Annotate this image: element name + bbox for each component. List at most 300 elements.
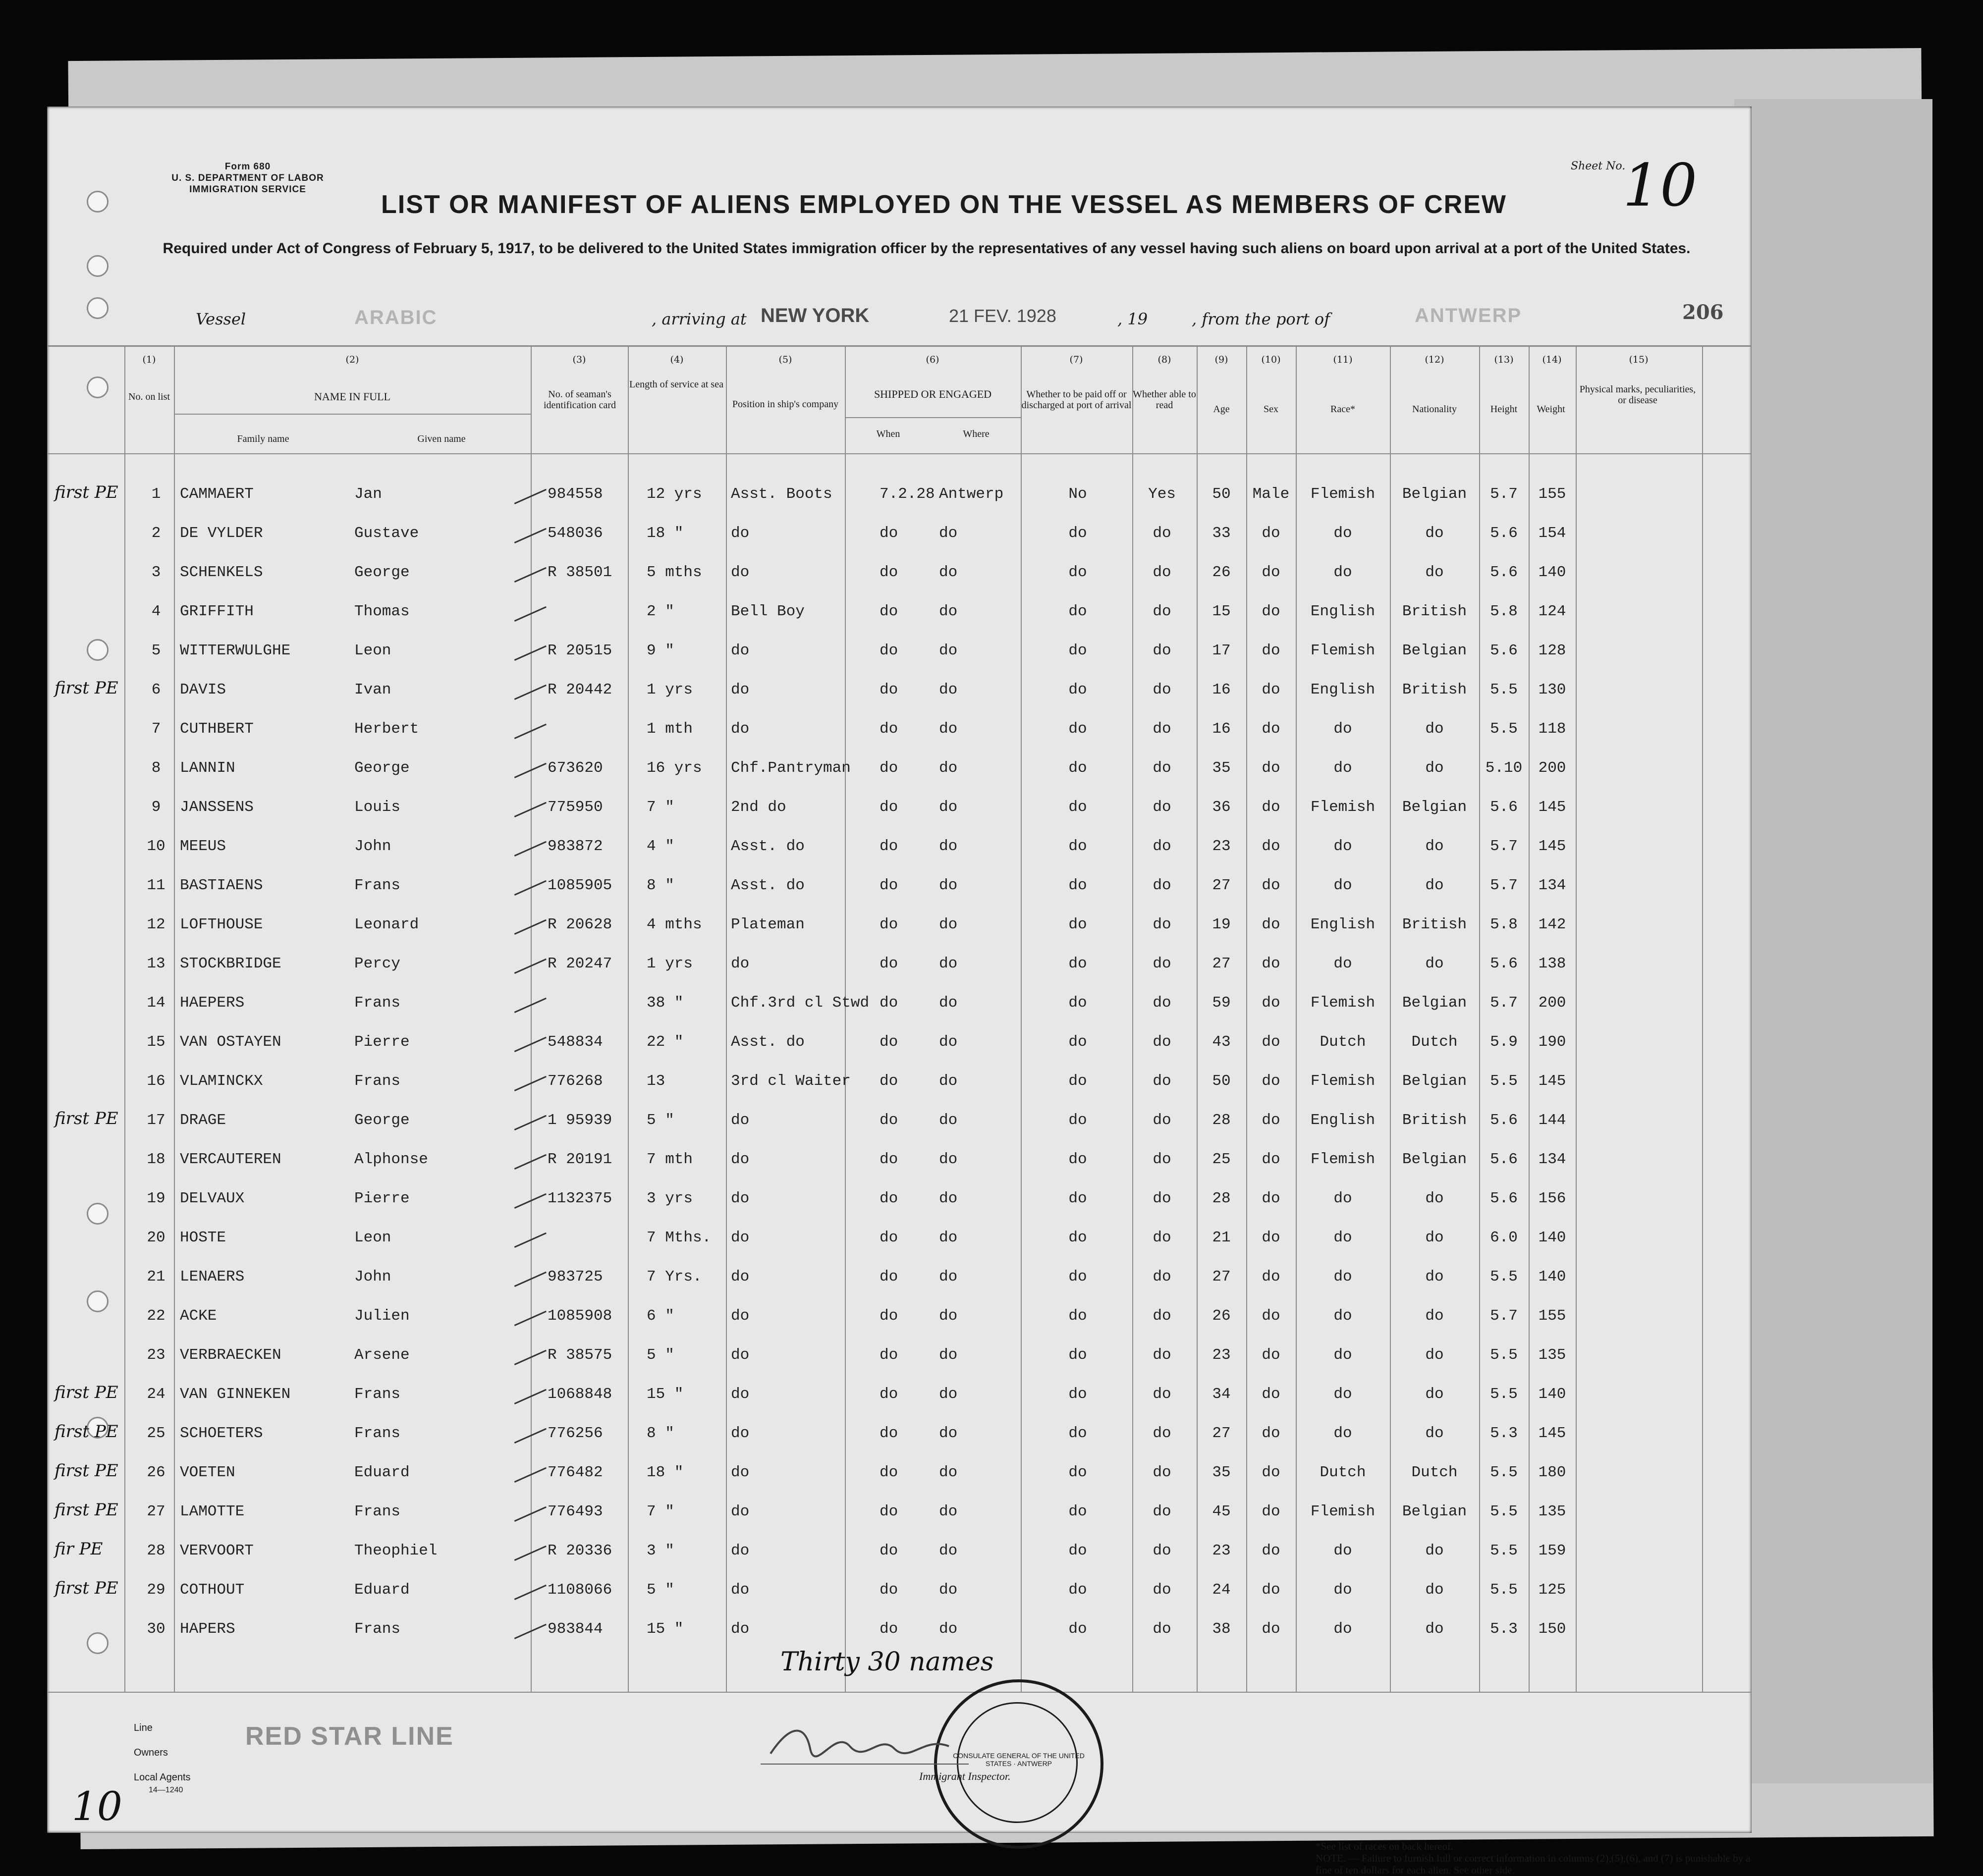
cell-given: Jan	[354, 485, 382, 503]
cell-where: do	[939, 1033, 958, 1051]
cell-no: 18	[147, 1151, 165, 1168]
cell-no: 2	[151, 525, 161, 542]
cell-when: do	[880, 1581, 898, 1599]
cell-race: do	[1333, 1542, 1352, 1559]
cell-height: 5.9	[1490, 1033, 1518, 1051]
cell-read: do	[1153, 759, 1171, 777]
cell-given: Arsene	[354, 1346, 410, 1364]
header-weight: Weight	[1537, 404, 1565, 415]
cell-family: DE VYLDER	[180, 525, 263, 542]
cell-read: do	[1153, 1268, 1171, 1286]
check-mark	[509, 1416, 547, 1444]
cell-service: 18 "	[647, 1464, 684, 1481]
cell-race: Flemish	[1310, 1072, 1376, 1090]
cell-nat: do	[1425, 1229, 1444, 1246]
table-top-rule	[47, 345, 1752, 347]
cell-read: do	[1153, 603, 1171, 620]
cell-card: R 20191	[548, 1151, 612, 1168]
cell-age: 59	[1212, 994, 1231, 1012]
margin-note: first PE	[55, 1461, 118, 1481]
cell-family: HAPERS	[180, 1620, 235, 1638]
cell-no: 16	[147, 1072, 165, 1090]
cell-read: do	[1153, 1072, 1171, 1090]
cell-card: 548834	[548, 1033, 603, 1051]
cell-paid: do	[1068, 994, 1087, 1012]
cell-race: Flemish	[1310, 799, 1376, 816]
cell-position: do	[731, 1620, 750, 1638]
cell-race: do	[1333, 1190, 1352, 1207]
check-mark	[509, 1534, 547, 1561]
cell-nat: British	[1402, 1112, 1467, 1129]
cell-service: 16 yrs	[647, 759, 702, 777]
cell-family: ACKE	[180, 1307, 217, 1325]
cell-age: 24	[1212, 1581, 1231, 1599]
margin-note: first PE	[55, 1383, 118, 1402]
cell-height: 5.5	[1490, 1464, 1518, 1481]
cell-family: VAN GINNEKEN	[180, 1386, 291, 1403]
cell-when: do	[880, 1072, 898, 1090]
cell-family: COTHOUT	[180, 1581, 245, 1599]
cell-given: Frans	[354, 1072, 401, 1090]
cell-service: 7 "	[647, 799, 674, 816]
cell-family: LENAERS	[180, 1268, 245, 1286]
cell-read: do	[1153, 525, 1171, 542]
cell-nat: do	[1425, 720, 1444, 738]
cell-age: 27	[1212, 1425, 1231, 1442]
cell-race: Flemish	[1310, 1151, 1376, 1168]
cell-paid: do	[1068, 1268, 1087, 1286]
cell-service: 3 yrs	[647, 1190, 693, 1207]
header-where: Where	[963, 429, 990, 439]
margin-note: first PE	[55, 678, 118, 698]
cell-race: do	[1333, 877, 1352, 894]
cell-when: do	[880, 1386, 898, 1403]
cell-nat: do	[1425, 1346, 1444, 1364]
cell-weight: 150	[1538, 1620, 1566, 1638]
binder-hole	[87, 191, 109, 213]
cell-read: do	[1153, 1503, 1171, 1520]
header-name-in-full: NAME IN FULL	[314, 390, 390, 403]
cell-card: 983872	[548, 838, 603, 855]
cell-paid: do	[1068, 1151, 1087, 1168]
cell-card: 776268	[548, 1072, 603, 1090]
cell-no: 21	[147, 1268, 165, 1286]
column-number: (3)	[572, 354, 586, 365]
cell-sex: do	[1262, 1464, 1280, 1481]
cell-height: 5.5	[1490, 681, 1518, 698]
cell-when: do	[880, 799, 898, 816]
cell-weight: 140	[1538, 564, 1566, 581]
total-names-note: Thirty 30 names	[780, 1647, 994, 1677]
cell-race: do	[1333, 525, 1352, 542]
cell-service: 1 yrs	[647, 955, 693, 972]
cell-where: do	[939, 1072, 958, 1090]
cell-family: LOFTHOUSE	[180, 916, 263, 933]
cell-when: do	[880, 1190, 898, 1207]
cell-sex: do	[1262, 759, 1280, 777]
cell-height: 5.7	[1490, 877, 1518, 894]
cell-race: Flemish	[1310, 642, 1376, 659]
cell-age: 23	[1212, 1346, 1231, 1364]
cell-race: Flemish	[1310, 994, 1376, 1012]
column-number: (14)	[1542, 354, 1562, 365]
cell-where: do	[939, 799, 958, 816]
cell-nat: Belgian	[1402, 1072, 1467, 1090]
cell-where: do	[939, 681, 958, 698]
cell-when: 7.2.28	[880, 485, 935, 503]
cell-nat: do	[1425, 1542, 1444, 1559]
cell-paid: do	[1068, 603, 1087, 620]
binder-hole	[87, 1632, 109, 1654]
cell-family: CUTHBERT	[180, 720, 254, 738]
sheet-number: 10	[1623, 151, 1698, 219]
cell-service: 9 "	[647, 642, 674, 659]
header-family-name: Family name	[237, 433, 289, 444]
manifest-page	[47, 107, 1752, 1876]
background-sheet-edge	[1734, 99, 1932, 1783]
cell-read: do	[1153, 1425, 1171, 1442]
column-number: (10)	[1261, 354, 1281, 365]
cell-sex: do	[1262, 603, 1280, 620]
cell-nat: do	[1425, 955, 1444, 972]
cell-weight: 135	[1538, 1503, 1566, 1520]
check-mark	[509, 751, 547, 778]
cell-family: VLAMINCKX	[180, 1072, 263, 1090]
cell-paid: do	[1068, 1112, 1087, 1129]
cell-race: do	[1333, 720, 1352, 738]
cell-where: do	[939, 838, 958, 855]
cell-no: 13	[147, 955, 165, 972]
date-stamp: 21 FEV. 1928	[949, 306, 1056, 326]
cell-where: do	[939, 955, 958, 972]
cell-weight: 155	[1538, 1307, 1566, 1325]
cell-height: 5.6	[1490, 955, 1518, 972]
cell-family: WITTERWULGHE	[180, 642, 291, 659]
cell-nat: do	[1425, 1268, 1444, 1286]
cell-service: 13	[647, 1072, 665, 1090]
cell-sex: do	[1262, 994, 1280, 1012]
column-divider	[1197, 345, 1198, 1692]
check-mark	[509, 947, 547, 974]
cell-height: 5.7	[1490, 838, 1518, 855]
cell-race: do	[1333, 759, 1352, 777]
cell-no: 25	[147, 1425, 165, 1442]
cell-paid: do	[1068, 1425, 1087, 1442]
cell-nat: do	[1425, 1581, 1444, 1599]
header-position: Position in ship's company	[732, 399, 839, 410]
cell-age: 43	[1212, 1033, 1231, 1051]
cell-sex: do	[1262, 1229, 1280, 1246]
cell-read: do	[1153, 877, 1171, 894]
cell-read: do	[1153, 1542, 1171, 1559]
cell-race: Flemish	[1310, 485, 1376, 503]
cell-card: R 38575	[548, 1346, 612, 1364]
cell-where: do	[939, 1307, 958, 1325]
cell-position: do	[731, 1151, 750, 1168]
cell-paid: do	[1068, 1346, 1087, 1364]
inspector-label: Immigrant Inspector.	[919, 1770, 1011, 1782]
service-name: IMMIGRATION SERVICE	[189, 184, 306, 195]
cell-no: 26	[147, 1464, 165, 1481]
cell-weight: 145	[1538, 1072, 1566, 1090]
cell-age: 27	[1212, 877, 1231, 894]
cell-height: 5.6	[1490, 525, 1518, 542]
cell-service: 4 mths	[647, 916, 702, 933]
cell-paid: do	[1068, 1581, 1087, 1599]
column-number: (12)	[1425, 354, 1444, 365]
cell-given: Eduard	[354, 1464, 410, 1481]
line-stamp: RED STAR LINE	[245, 1722, 454, 1751]
cell-given: George	[354, 1112, 410, 1129]
cell-race: English	[1310, 916, 1376, 933]
cell-race: do	[1333, 1425, 1352, 1442]
cell-sex: Male	[1252, 485, 1290, 503]
cell-where: do	[939, 1268, 958, 1286]
check-mark	[509, 1495, 547, 1522]
cell-when: do	[880, 1464, 898, 1481]
cell-sex: do	[1262, 1542, 1280, 1559]
cell-sex: do	[1262, 877, 1280, 894]
form-number: Form 680	[224, 161, 271, 172]
cell-race: Dutch	[1320, 1033, 1366, 1051]
page-title: LIST OR MANIFEST OF ALIENS EMPLOYED ON THE VESSEL AS MEMBERS OF CREW	[381, 190, 1507, 219]
column-divider	[628, 345, 629, 1692]
cell-given: Pierre	[354, 1033, 410, 1051]
cell-weight: 130	[1538, 681, 1566, 698]
cell-nat: Belgian	[1402, 799, 1467, 816]
cell-read: do	[1153, 1151, 1171, 1168]
cell-service: 38 "	[647, 994, 684, 1012]
cell-age: 27	[1212, 1268, 1231, 1286]
race-note: *See list of races on back hereof.	[1316, 1840, 1454, 1852]
cell-service: 15 "	[647, 1620, 684, 1638]
cell-position: do	[731, 955, 750, 972]
cell-card: 548036	[548, 525, 603, 542]
cell-service: 2 "	[647, 603, 674, 620]
cell-nat: Dutch	[1411, 1033, 1458, 1051]
column-number: (13)	[1494, 354, 1514, 365]
cell-read: do	[1153, 916, 1171, 933]
cell-sex: do	[1262, 1425, 1280, 1442]
footer-line-label: Line	[134, 1722, 153, 1733]
cell-paid: do	[1068, 681, 1087, 698]
cell-sex: do	[1262, 1503, 1280, 1520]
cell-race: do	[1333, 1307, 1352, 1325]
cell-position: do	[731, 1307, 750, 1325]
cell-card: 1 95939	[548, 1112, 612, 1129]
binder-hole	[87, 297, 109, 319]
cell-read: Yes	[1148, 485, 1176, 503]
cell-given: Theophiel	[354, 1542, 438, 1559]
cell-family: LAMOTTE	[180, 1503, 245, 1520]
check-mark	[509, 1455, 547, 1483]
cell-weight: 118	[1538, 720, 1566, 738]
cell-height: 5.6	[1490, 1190, 1518, 1207]
cell-card: 776482	[548, 1464, 603, 1481]
column-number: (11)	[1333, 354, 1353, 365]
cell-service: 4 "	[647, 838, 674, 855]
check-mark	[509, 829, 547, 857]
margin-note: first PE	[55, 1500, 118, 1520]
cell-sex: do	[1262, 1112, 1280, 1129]
cell-weight: 145	[1538, 838, 1566, 855]
cell-no: 20	[147, 1229, 165, 1246]
cell-weight: 144	[1538, 1112, 1566, 1129]
cell-read: do	[1153, 1229, 1171, 1246]
cell-when: do	[880, 1268, 898, 1286]
cell-where: do	[939, 1620, 958, 1638]
cell-height: 5.10	[1485, 759, 1523, 777]
cell-height: 5.6	[1490, 642, 1518, 659]
cell-when: do	[880, 1425, 898, 1442]
cell-nat: do	[1425, 759, 1444, 777]
cell-no: 5	[151, 642, 161, 659]
cell-given: George	[354, 564, 410, 581]
cell-when: do	[880, 1033, 898, 1051]
column-divider	[124, 345, 125, 1692]
cell-height: 5.6	[1490, 564, 1518, 581]
cell-sex: do	[1262, 1620, 1280, 1638]
cell-paid: do	[1068, 1229, 1087, 1246]
check-mark	[509, 1260, 547, 1287]
header-shipped: SHIPPED OR ENGAGED	[874, 388, 992, 400]
name-subheader-rule	[174, 414, 531, 415]
cell-position: do	[731, 1268, 750, 1286]
cell-sex: do	[1262, 799, 1280, 816]
header-sex: Sex	[1264, 404, 1278, 415]
page-number: 206	[1682, 301, 1724, 324]
table-bottom-rule	[47, 1692, 1752, 1693]
check-mark	[509, 673, 547, 700]
vessel-label: Vessel	[196, 310, 246, 328]
cell-age: 26	[1212, 1307, 1231, 1325]
cell-no: 19	[147, 1190, 165, 1207]
cell-read: do	[1153, 1112, 1171, 1129]
cell-family: DAVIS	[180, 681, 226, 698]
cell-no: 7	[151, 720, 161, 738]
header-no-on-list: No. on list	[128, 391, 170, 402]
cell-paid: do	[1068, 1620, 1087, 1638]
cell-given: Frans	[354, 1503, 401, 1520]
cell-race: do	[1333, 838, 1352, 855]
column-divider	[1132, 345, 1133, 1692]
cell-height: 5.8	[1490, 916, 1518, 933]
seal-text: CONSULATE GENERAL OF THE UNITED STATES · ANTWERP	[953, 1752, 1085, 1768]
voyage-info	[196, 301, 1781, 334]
cell-paid: do	[1068, 955, 1087, 972]
cell-where: do	[939, 1464, 958, 1481]
cell-position: Asst. do	[731, 877, 805, 894]
check-mark	[509, 1221, 547, 1248]
cell-card: R 20442	[548, 681, 612, 698]
cell-no: 12	[147, 916, 165, 933]
cell-family: VAN OSTAYEN	[180, 1033, 281, 1051]
cell-age: 16	[1212, 681, 1231, 698]
cell-read: do	[1153, 564, 1171, 581]
cell-no: 22	[147, 1307, 165, 1325]
cell-nat: Dutch	[1411, 1464, 1458, 1481]
cell-nat: Belgian	[1402, 1503, 1467, 1520]
cell-position: do	[731, 1346, 750, 1364]
cell-weight: 200	[1538, 759, 1566, 777]
margin-note: first PE	[55, 1109, 118, 1128]
cell-card: 776493	[548, 1503, 603, 1520]
header-physical-marks: Physical marks, peculiarities, or disease	[1579, 384, 1696, 406]
cell-family: HAEPERS	[180, 994, 245, 1012]
cell-card: 775950	[548, 799, 603, 816]
cell-sex: do	[1262, 916, 1280, 933]
cell-nat: do	[1425, 1386, 1444, 1403]
cell-weight: 154	[1538, 525, 1566, 542]
cell-no: 23	[147, 1346, 165, 1364]
cell-position: do	[731, 642, 750, 659]
cell-paid: do	[1068, 564, 1087, 581]
cell-when: do	[880, 877, 898, 894]
cell-read: do	[1153, 720, 1171, 738]
page-subtitle: Required under Act of Congress of February 5, 1917, to be delivered to the United States immigration officer by the representatives of any vessel having such aliens on board upon arrival at a port of the United States.	[163, 240, 1691, 257]
cell-sex: do	[1262, 1386, 1280, 1403]
cell-card: 1085908	[548, 1307, 612, 1325]
cell-paid: No	[1068, 485, 1087, 503]
column-number: (5)	[778, 354, 792, 365]
cell-given: George	[354, 759, 410, 777]
cell-given: Frans	[354, 877, 401, 894]
cell-read: do	[1153, 838, 1171, 855]
column-divider	[1296, 345, 1297, 1692]
cell-position: Asst. do	[731, 838, 805, 855]
cell-given: Alphonse	[354, 1151, 428, 1168]
cell-position: do	[731, 1542, 750, 1559]
cell-race: do	[1333, 564, 1352, 581]
cell-when: do	[880, 1542, 898, 1559]
cell-where: do	[939, 564, 958, 581]
cell-height: 5.6	[1490, 1151, 1518, 1168]
cell-given: Julien	[354, 1307, 410, 1325]
cell-height: 5.8	[1490, 603, 1518, 620]
cell-when: do	[880, 916, 898, 933]
cell-age: 15	[1212, 603, 1231, 620]
cell-weight: 180	[1538, 1464, 1566, 1481]
cell-age: 35	[1212, 759, 1231, 777]
column-divider	[1702, 345, 1703, 1692]
cell-sex: do	[1262, 1190, 1280, 1207]
binder-hole	[87, 639, 109, 661]
cell-paid: do	[1068, 1190, 1087, 1207]
cell-given: Louis	[354, 799, 401, 816]
cell-service: 8 "	[647, 1425, 674, 1442]
cell-paid: do	[1068, 1503, 1087, 1520]
cell-when: do	[880, 1307, 898, 1325]
cell-age: 25	[1212, 1151, 1231, 1168]
cell-sex: do	[1262, 1151, 1280, 1168]
cell-given: Leon	[354, 642, 391, 659]
cell-position: Chf.Pantryman	[731, 759, 851, 777]
column-number: (9)	[1214, 354, 1228, 365]
cell-where: Antwerp	[939, 485, 1004, 503]
cell-nat: Belgian	[1402, 485, 1467, 503]
cell-height: 5.5	[1490, 1072, 1518, 1090]
cell-no: 6	[151, 681, 161, 698]
cell-where: do	[939, 720, 958, 738]
cell-family: VERVOORT	[180, 1542, 254, 1559]
cell-family: STOCKBRIDGE	[180, 955, 281, 972]
margin-note: first PE	[55, 1422, 118, 1442]
cell-service: 5 "	[647, 1112, 674, 1129]
cell-paid: do	[1068, 1542, 1087, 1559]
cell-position: Asst. Boots	[731, 485, 832, 503]
check-mark	[509, 1142, 547, 1170]
cell-weight: 125	[1538, 1581, 1566, 1599]
